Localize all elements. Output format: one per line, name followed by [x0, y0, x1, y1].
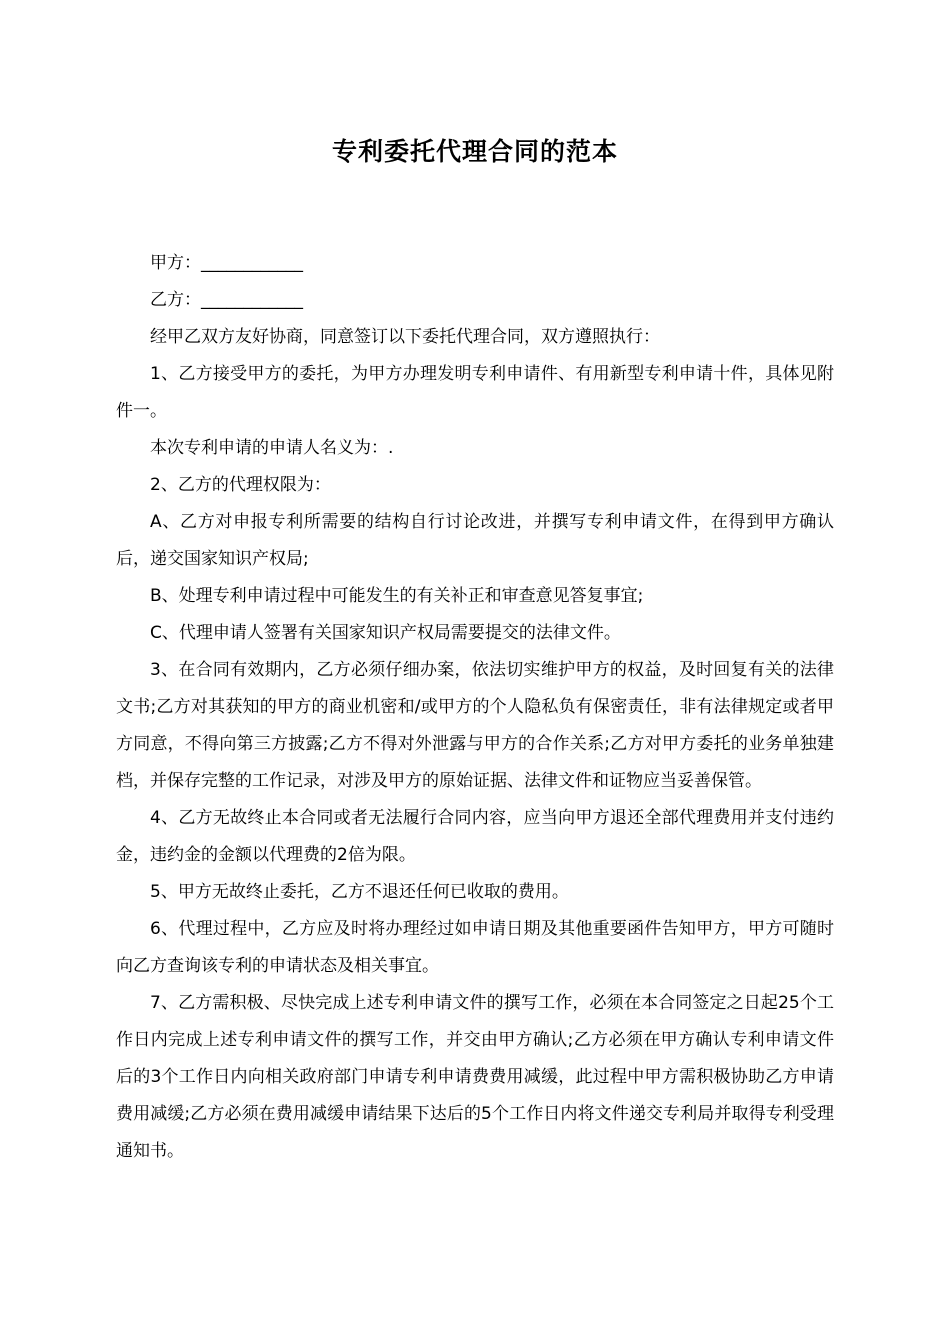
applicant-name-paragraph: 本次专利申请的申请人名义为：.: [150, 438, 394, 458]
clause-6-paragraph: 6、代理过程中，乙方应及时将办理经过如申请日期及其他重要函件告知甲方，甲方可随时向乙方查询该专利的申请状态及相关事宜。: [116, 919, 834, 976]
document-title: 专利委托代理合同的范本: [331, 137, 618, 166]
clause-3-paragraph: 3、在合同有效期内，乙方必须仔细办案，依法切实维护甲方的权益，及时回复有关的法律文书;乙方对其获知的甲方的商业机密和/或甲方的个人隐私负有保密责任，非有法律规定或者甲方同意，不得向第三方披露;乙方不得对外泄露与甲方的合作关系;乙方对甲方委托的业务单独建档，并保存完整的工作记录，对涉及甲方的原始证据、法律文件和证物应当妥善保管。: [116, 660, 834, 791]
document-body: [116, 245, 834, 1170]
clause-1-paragraph: 1、乙方接受甲方的委托，为甲方办理发明专利申请件、有用新型专利申请十件，具体见附件一。: [116, 364, 834, 421]
clause-2-paragraph: 2、乙方的代理权限为：: [150, 475, 331, 495]
clause-7-paragraph: 7、乙方需积极、尽快完成上述专利申请文件的撰写工作，必须在本合同签定之日起25个工作日内完成上述专利申请文件的撰写工作，并交由甲方确认;乙方必须在甲方确认专利申请文件后的3个工作日内向相关政府部门申请专利申请费费用减缓，此过程中甲方需积极协助乙方申请费用减缓;乙方必须在费用减缓申请结果下达后的5个工作日内将文件递交专利局并取得专利受理通知书。: [116, 993, 834, 1161]
clause-2a-paragraph: A、乙方对申报专利所需要的结构自行讨论改进，并撰写专利申请文件，在得到甲方确认后，递交国家知识产权局;: [116, 512, 834, 569]
clause-5-paragraph: 5、甲方无故终止委托，乙方不退还任何已收取的费用。: [150, 882, 569, 902]
preamble-paragraph: 经甲乙双方友好协商，同意签订以下委托代理合同，双方遵照执行：: [150, 327, 660, 347]
clause-4-paragraph: 4、乙方无故终止本合同或者无法履行合同内容，应当向甲方退还全部代理费用并支付违约金，违约金的金额以代理费的2倍为限。: [116, 808, 834, 865]
party-a-line: 甲方：____________: [150, 253, 303, 273]
clause-2c-paragraph: C、代理申请人签署有关国家知识产权局需要提交的法律文件。: [150, 623, 621, 643]
clause-2b-paragraph: B、处理专利申请过程中可能发生的有关补正和审查意见答复事宜;: [150, 586, 644, 606]
party-b-line: 乙方：____________: [150, 290, 303, 310]
